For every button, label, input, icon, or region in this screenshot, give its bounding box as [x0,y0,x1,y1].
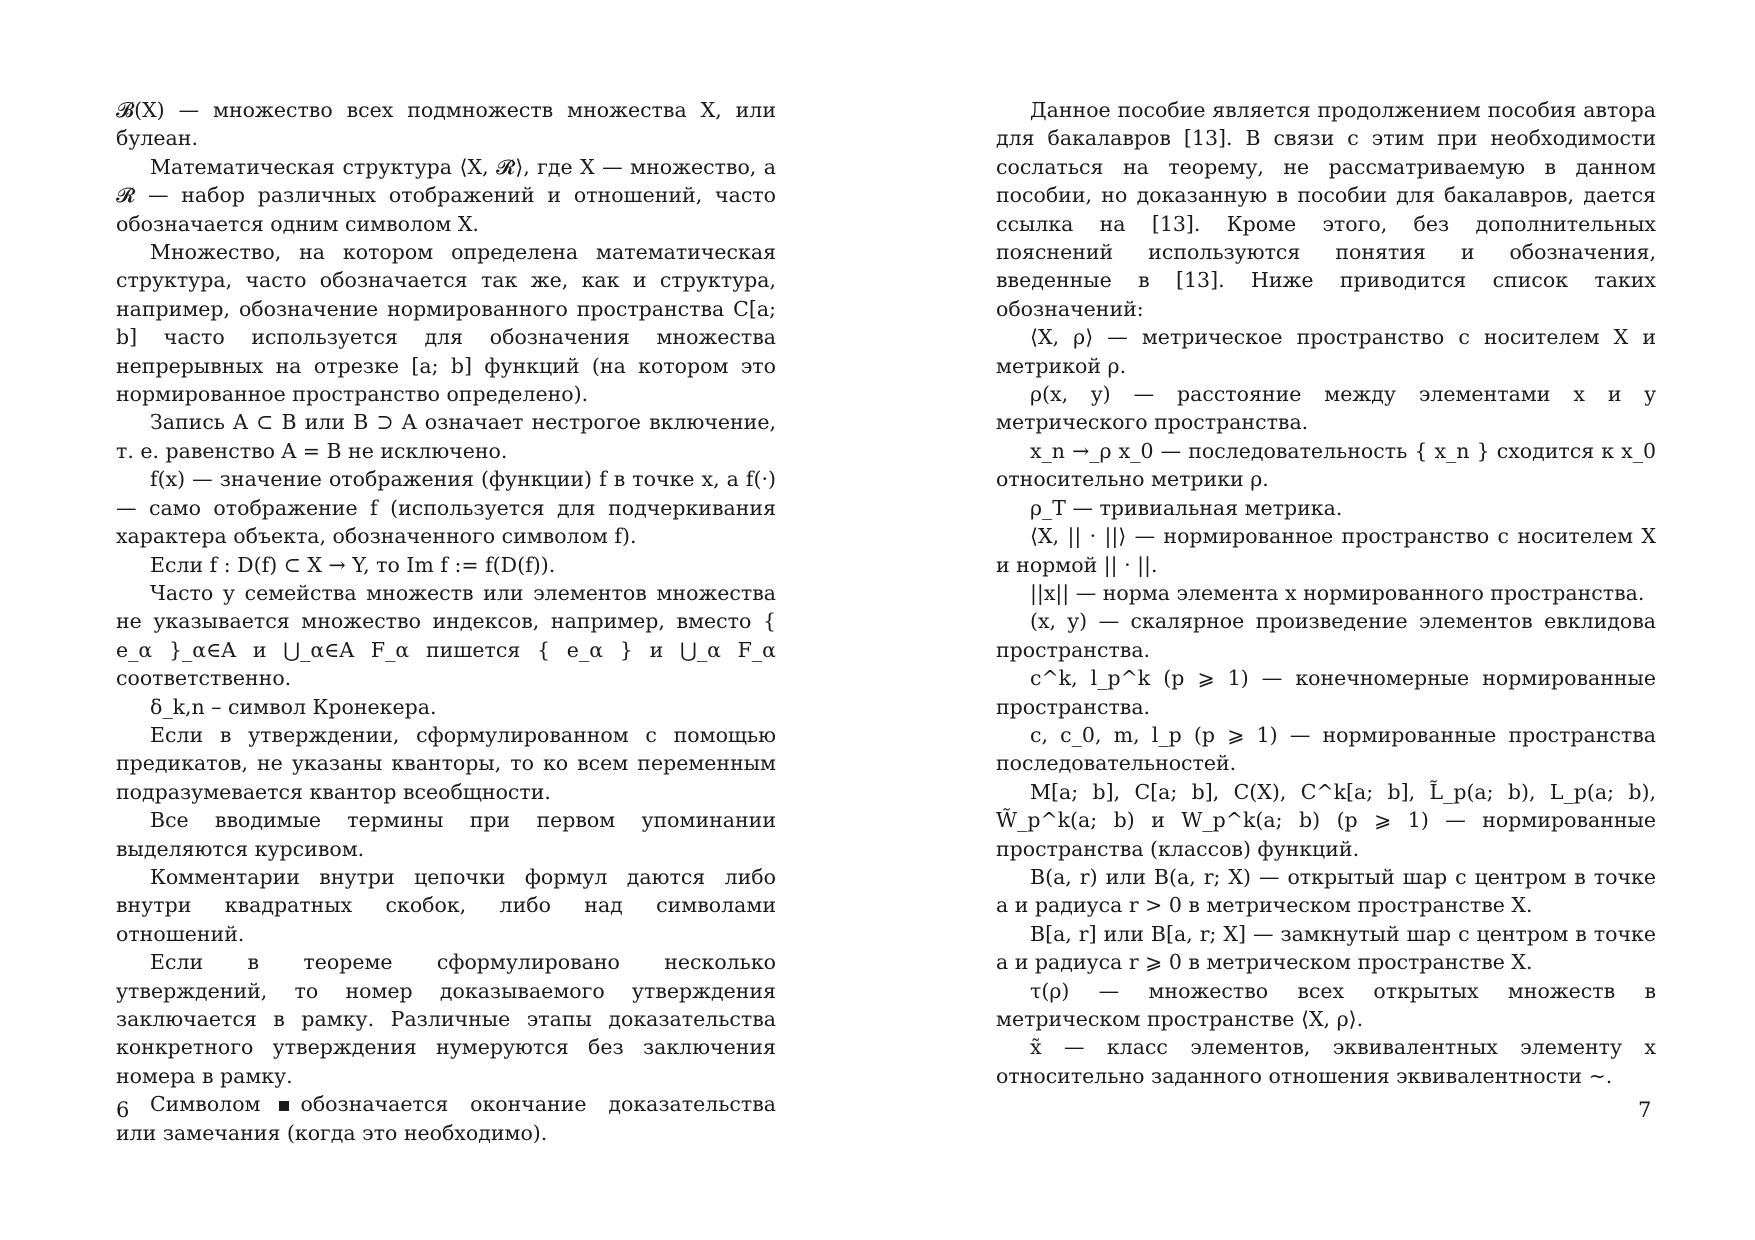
notation-inner-product: (x, y) — скалярное произведение элементов евклидова пространства. [996,609,1656,662]
paragraph-terms: Все вводимые термины при первом упоминании выделяются курсивом. [116,808,776,861]
notation-closed-ball: B[a, r] или B[a, r; X] — замкнутый шар с центром в точке a и радиуса r ⩾ 0 в метрическом пространстве X. [996,921,1656,975]
paragraph-index-omission: Часто у семейства множеств или элементов множества не указывается множество индексов, например, вместо { e_α }_α∈A и ⋃_α∈A F_α пишется { e_α } и ⋃_α F_α соответственно. [116,580,776,691]
notation-distance: ρ(x, y) — расстояние между элементами x и y метрического пространства. [996,382,1656,435]
notation-sequence-spaces: c, c_0, m, l_p (p ⩾ 1) — нормированные пространства последовательностей. [996,722,1656,776]
notation-open-ball: B(a, r) или B(a, r; X) — открытый шар с центром в точке a и радиуса r > 0 в метрическом пространстве X. [996,864,1656,918]
paragraph-comments: Комментарии внутри цепочки формул даются либо внутри квадратных скобок, либо над символами отношений. [116,864,776,946]
notation-equivalence-class: x̃ — класс элементов, эквивалентных элементу x относительно заданного отношения эквивалентности ∼. [996,1035,1656,1088]
paragraph-boxed-number: Если в теореме сформулировано несколько утверждений, то номер доказываемого утверждения заключается в рамку. Различные этапы доказательства конкретного утверждения нумеруются без заключения номера в рамку. [116,950,776,1088]
paragraph-image: Если f : D(f) ⊂ X → Y, то Im f := f(D(f)). [150,552,556,577]
paragraph-boolean: 𝓑(X) — множество всех подмножеств множества X, или булеан. [116,98,776,151]
paragraph-kronecker: δ_k,n – символ Кронекера. [150,694,437,719]
page-number-right: 7 [1638,1098,1652,1122]
paragraph-set-notation: Множество, на котором определена математическая структура, часто обозначается так же, как и структура, например, обозначение нормированного пространства C[a; b] часто используется для обозначения множества непрерывных на отрезке [a; b] функций (на котором это нормированное пространство определено). [116,240,776,407]
paragraph-quantifiers: Если в утверждении, сформулированном с помощью предикатов, не указаны кванторы, то ко всем переменным подразумевается квантор всеобщности. [116,722,776,804]
notation-norm: ||x|| — норма элемента x нормированного пространства. [1030,580,1645,605]
notation-convergence: x_n →_ρ x_0 — последовательность { x_n } сходится к x_0 относительно метрики ρ. [996,438,1656,492]
paragraph-function-value: f(x) — значение отображения (функции) f в точке x, а f(·) — само отображение f (используется для подчеркивания характера объекта, обозначенного символом f). [116,467,776,549]
notation-topology: τ(ρ) — множество всех открытых множеств в метрическом пространстве ⟨X, ρ⟩. [996,978,1656,1031]
paragraph-intro: Данное пособие является продолжением пособия автора для бакалавров [13]. В связи с этим при необходимости сослаться на теорему, не рассматриваемую в данном пособии, но доказанную в пособии для бакалавров, дается ссылка на [13]. Кроме этого, без дополнительных пояснений используются понятия и обозначения, введенные в [13]. Ниже приводится список таких обозначений: [996,98,1656,321]
qed-square-icon [279,1101,289,1111]
paragraph-qed-symbol [116,1090,776,1147]
notation-metric-space: ⟨X, ρ⟩ — метрическое пространство с носителем X и метрикой ρ. [996,325,1656,378]
paragraph-structure: Математическая структура ⟨X, 𝓡⟩, где X — множество, а 𝓡 — набор различных отображений и отношений, часто обозначается одним символом X. [116,154,776,236]
right-page [996,96,1656,1090]
qed-text-after: обозначается окончание доказательства или замечания (когда это необходимо). [116,1092,776,1145]
page-number-left: 6 [116,1098,130,1122]
paragraph-inclusion: Запись A ⊂ B или B ⊃ A означает нестрогое включение, т. е. равенство A = B не исключено. [116,410,776,463]
notation-function-spaces: M[a; b], C[a; b], C(X), C^k[a; b], L̃_p(a; b), L_p(a; b), W̃_p^k(a; b) и W_p^k(a; b) (p ⩾ 1) — нормированные пространства (классов) функций. [996,779,1656,861]
left-page [116,96,776,1147]
notation-normed-space: ⟨X, || · ||⟩ — нормированное пространство с носителем X и нормой || · ||. [996,524,1656,577]
notation-finite-dim-spaces: c^k, l_p^k (p ⩾ 1) — конечномерные нормированные пространства. [996,666,1656,719]
qed-text-before: Символом [150,1092,261,1117]
notation-trivial-metric: ρ_T — тривиальная метрика. [1030,495,1343,520]
